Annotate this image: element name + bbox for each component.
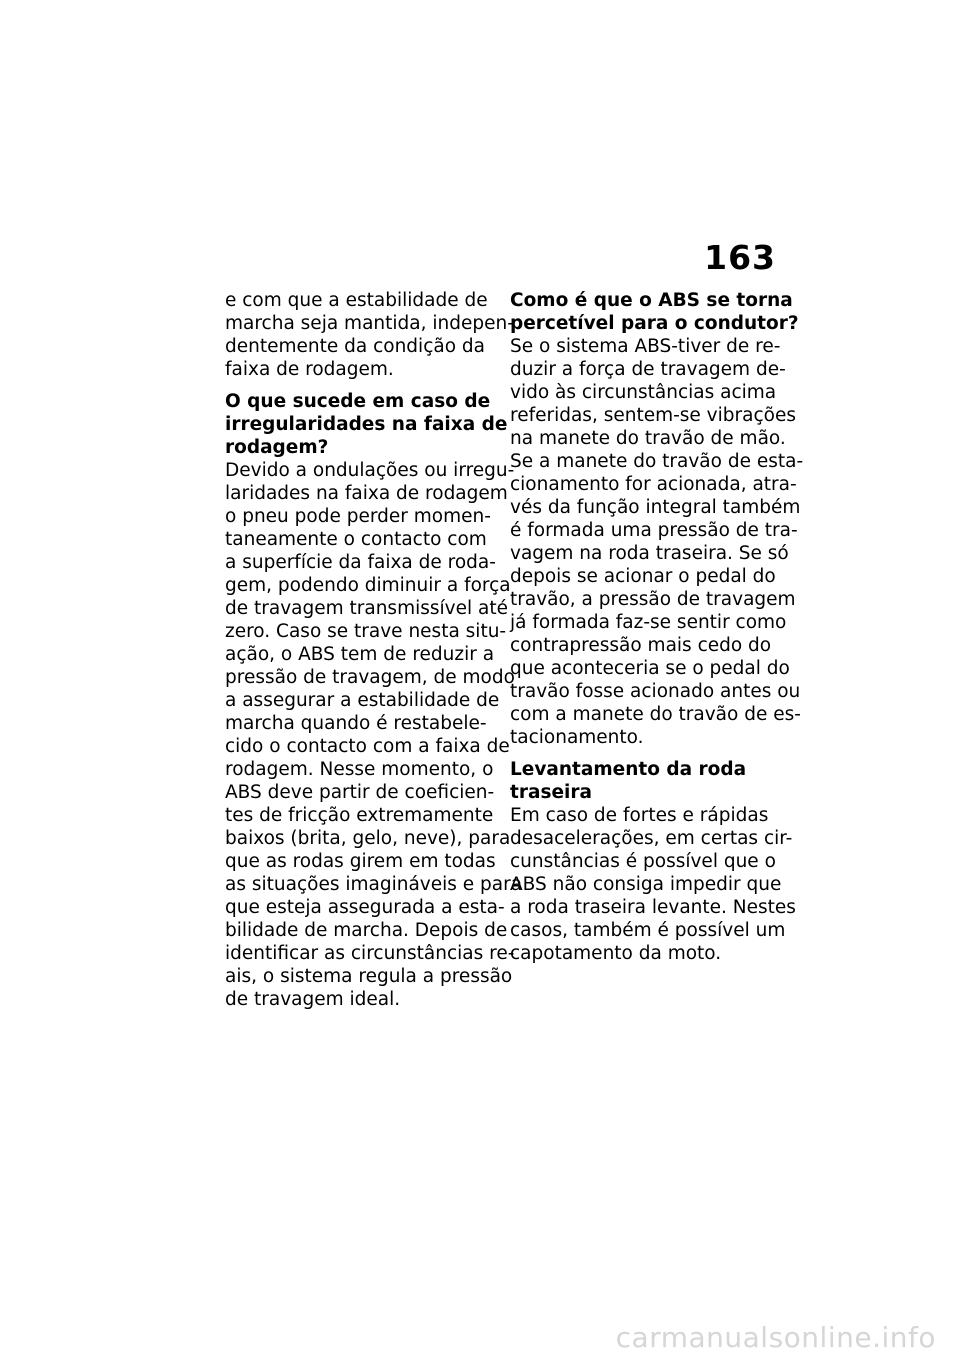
text-line: cionamento for acionada, atra- bbox=[510, 474, 797, 495]
text-line: contrapressão mais cedo do bbox=[510, 635, 772, 656]
text-line: vés da função integral também bbox=[510, 497, 801, 518]
page-number: 163 bbox=[704, 238, 776, 277]
text-line: ação, o ABS tem de reduzir a bbox=[225, 644, 495, 665]
text-line: a superfície da faixa de roda- bbox=[225, 552, 496, 573]
text-line: O que sucede em caso de bbox=[225, 391, 491, 412]
text-line: rodagem? bbox=[225, 437, 329, 458]
text-line: capotamento da moto. bbox=[510, 943, 722, 964]
text-line: Se a manete do travão de esta- bbox=[510, 451, 804, 472]
text-line: e com que a estabilidade de bbox=[225, 290, 488, 311]
text-line: Se o sistema ABS-tiver de re- bbox=[510, 336, 781, 357]
text-line: ais, o sistema regula a pressão bbox=[225, 966, 513, 987]
text-line: taneamente o contacto com bbox=[225, 529, 487, 550]
text-line: já formada faz-se sentir como bbox=[510, 612, 787, 633]
text-line: percetível para o condutor? bbox=[510, 313, 799, 334]
text-line: vido às circunstâncias acima bbox=[510, 382, 777, 403]
text-line: o pneu pode perder momen- bbox=[225, 506, 491, 527]
text-line: zero. Caso se trave nesta situ- bbox=[225, 621, 507, 642]
section-body-abs-perceptible bbox=[510, 335, 804, 749]
text-line: vagem na roda traseira. Se só bbox=[510, 543, 789, 564]
text-line: gem, podendo diminuir a força bbox=[225, 575, 511, 596]
text-line: laridades na faixa de rodagem bbox=[225, 483, 508, 504]
text-line: referidas, sentem-se vibrações bbox=[510, 405, 796, 426]
text-line: casos, também é possível um bbox=[510, 920, 786, 941]
text-line: travão, a pressão de travagem bbox=[510, 589, 796, 610]
text-line: ABS não consiga impedir que bbox=[510, 874, 782, 895]
text-line: duzir a força de travagem de- bbox=[510, 359, 786, 380]
text-line: rodagem. Nesse momento, o bbox=[225, 759, 494, 780]
watermark: carmanualsonline.info bbox=[615, 1321, 936, 1354]
right-column bbox=[510, 289, 804, 965]
text-line: marcha quando é restabele- bbox=[225, 713, 487, 734]
text-line: as situações imagináveis e para bbox=[225, 874, 523, 895]
text-line: tacionamento. bbox=[510, 727, 644, 748]
text-line: traseira bbox=[510, 782, 592, 803]
text-line: de travagem ideal. bbox=[225, 989, 401, 1010]
text-line: ABS deve partir de coeficien- bbox=[225, 782, 495, 803]
text-line: baixos (brita, gelo, neve), para bbox=[225, 828, 511, 849]
text-line: que as rodas girem em todas bbox=[225, 851, 496, 872]
text-line: depois se acionar o pedal do bbox=[510, 566, 776, 587]
section-body-rear-wheel-lift bbox=[510, 804, 796, 965]
section-body-irregularities bbox=[225, 459, 523, 1011]
text-line: a roda traseira levante. Nestes bbox=[510, 897, 796, 918]
text-line: com a manete do travão de es- bbox=[510, 704, 801, 725]
text-line: irregularidades na faixa de bbox=[225, 414, 508, 435]
text-line: bilidade de marcha. Depois de bbox=[225, 920, 508, 941]
text-line: que aconteceria se o pedal do bbox=[510, 658, 790, 679]
text-line: Em caso de fortes e rápidas bbox=[510, 805, 769, 826]
left-column bbox=[225, 289, 523, 1011]
text-line: dentemente da condição da bbox=[225, 336, 485, 357]
text-line: desacelerações, em certas cir- bbox=[510, 828, 793, 849]
text-line: que esteja assegurada a esta- bbox=[225, 897, 505, 918]
text-line: travão fosse acionado antes ou bbox=[510, 681, 801, 702]
text-line: de travagem transmissível até bbox=[225, 598, 508, 619]
text-line: na manete do travão de mão. bbox=[510, 428, 786, 449]
intro-paragraph bbox=[225, 289, 514, 381]
section-heading-irregularities bbox=[225, 390, 508, 459]
section-heading-abs-perceptible bbox=[510, 289, 799, 335]
text-line: cunstâncias é possível que o bbox=[510, 851, 776, 872]
text-line: Como é que o ABS se torna bbox=[510, 290, 793, 311]
text-line: Devido a ondulações ou irregu- bbox=[225, 460, 515, 481]
text-line: cido o contacto com a faixa de bbox=[225, 736, 510, 757]
text-line: a assegurar a estabilidade de bbox=[225, 690, 500, 711]
text-line: marcha seja mantida, indepen- bbox=[225, 313, 514, 334]
section-heading-rear-wheel-lift bbox=[510, 758, 790, 804]
text-line: identificar as circunstâncias re- bbox=[225, 943, 515, 964]
text-line: faixa de rodagem. bbox=[225, 359, 394, 380]
text-line: Levantamento da roda bbox=[510, 759, 747, 780]
text-line: é formada uma pressão de tra- bbox=[510, 520, 798, 541]
text-line: tes de fricção extremamente bbox=[225, 805, 494, 826]
text-line: pressão de travagem, de modo bbox=[225, 667, 515, 688]
